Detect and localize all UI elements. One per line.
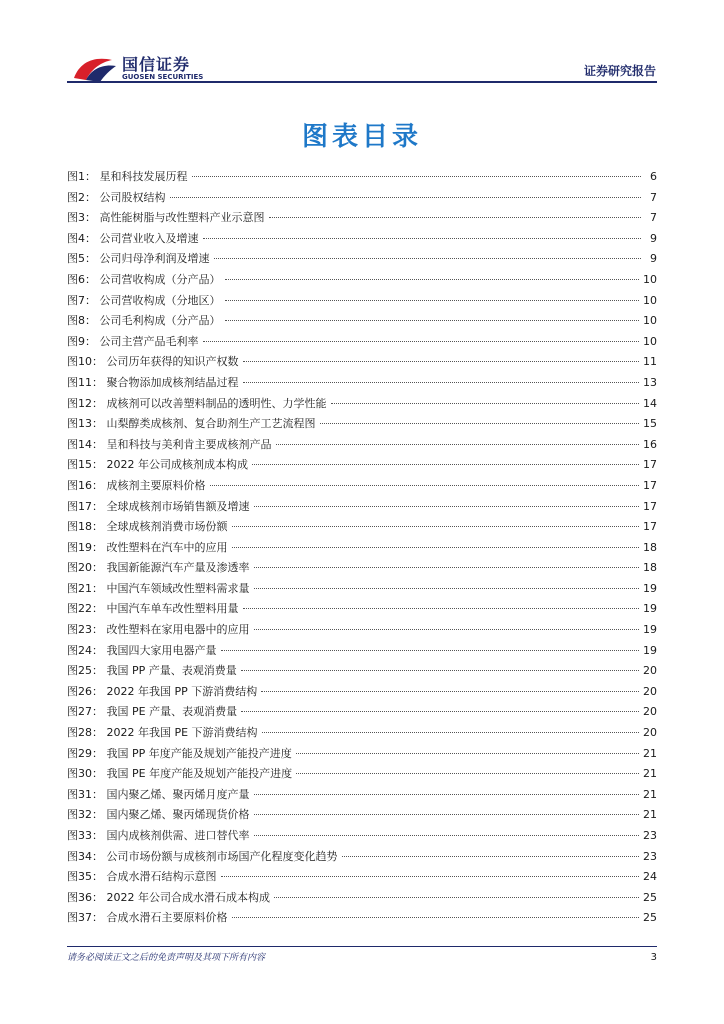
toc-entry[interactable] [67, 292, 657, 313]
toc-entry[interactable] [67, 580, 657, 601]
toc-entry-label: 图13： 山梨醇类成核剂、复合助剂生产工艺流程图 [67, 417, 316, 431]
toc-entry[interactable] [67, 724, 657, 745]
toc-entry[interactable] [67, 477, 657, 498]
toc-entry-page: 19 [643, 602, 657, 616]
toc-entry-page: 17 [643, 520, 657, 534]
toc-entry-page: 16 [643, 437, 657, 451]
toc-dot-leader [254, 629, 640, 630]
toc-entry-label: 图7： 公司营收构成（分地区） [67, 293, 221, 307]
toc-entry-page: 19 [643, 581, 657, 595]
toc-entry[interactable] [67, 312, 657, 333]
toc-entry-page: 10 [643, 334, 657, 348]
toc-entry[interactable] [67, 271, 657, 292]
toc-entry[interactable] [67, 395, 657, 416]
toc-entry-label: 图1： 星和科技发展历程 [67, 170, 188, 183]
toc-dot-leader [254, 814, 640, 815]
toc-entry-page: 20 [643, 664, 657, 678]
toc-entry[interactable] [67, 909, 657, 930]
toc-entry-page: 17 [643, 478, 657, 492]
toc-entry[interactable] [67, 662, 657, 683]
toc-entry-label: 图20： 我国新能源汽车产量及渗透率 [67, 561, 250, 575]
toc-dot-leader [232, 526, 640, 527]
logo-text-en: GUOSEN SECURITIES [122, 73, 204, 81]
toc-dot-leader [269, 217, 642, 218]
toc-dot-leader [254, 794, 640, 795]
toc-entry-label: 图37： 合成水滑石主要原料价格 [67, 911, 228, 925]
toc-entry-label: 图28： 2022 年我国 PE 下游消费结构 [67, 726, 258, 740]
toc-entry[interactable] [67, 642, 657, 663]
toc-entry-label: 图24： 我国四大家用电器产量 [67, 643, 217, 657]
toc-dot-leader [210, 485, 640, 486]
toc-entry-label: 图11： 聚合物添加成核剂结晶过程 [67, 375, 239, 389]
toc-entry-label: 图35： 合成水滑石结构示意图 [67, 870, 217, 884]
toc-dot-leader [262, 732, 639, 733]
toc-entry-label: 图2： 公司股权结构 [67, 190, 166, 204]
logo-mark-icon [72, 52, 118, 82]
logo-text-cn: 国信证券 [122, 55, 191, 74]
toc-dot-leader [241, 711, 639, 712]
toc-entry[interactable] [67, 683, 657, 704]
toc-entry[interactable] [67, 806, 657, 827]
toc-entry-label: 图25： 我国 PP 产量、表观消费量 [67, 664, 237, 678]
toc-entry-page: 15 [643, 417, 657, 431]
toc-entry-label: 图17： 全球成核剂市场销售额及增速 [67, 499, 250, 513]
toc-entry-page: 20 [643, 705, 657, 719]
toc-entry-label: 图16： 成核剂主要原料价格 [67, 478, 206, 492]
toc-entry-page: 11 [643, 355, 657, 369]
toc-entry-label: 图6： 公司营收构成（分产品） [67, 272, 221, 286]
toc-dot-leader [261, 691, 639, 692]
toc-dot-leader [241, 670, 639, 671]
toc-entry[interactable] [67, 518, 657, 539]
toc-entry-page: 24 [643, 870, 657, 884]
toc-dot-leader [203, 238, 642, 239]
toc-entry[interactable] [67, 827, 657, 848]
header-divider [67, 81, 657, 83]
toc-entry-page: 21 [643, 767, 657, 781]
report-type-label: 证券研究报告 [583, 64, 656, 78]
toc-entry[interactable] [67, 250, 657, 271]
toc-entry-page: 23 [643, 849, 657, 863]
toc-entry-page: 7 [650, 211, 657, 225]
toc-entry-page: 23 [643, 829, 657, 842]
toc-dot-leader [296, 753, 639, 754]
toc-entry-label: 图5： 公司归母净利润及增速 [67, 252, 210, 266]
toc-dot-leader [225, 300, 640, 301]
toc-entry[interactable] [67, 353, 657, 374]
toc-entry[interactable] [67, 703, 657, 724]
toc-entry-page: 13 [643, 375, 657, 389]
toc-dot-leader [320, 423, 640, 424]
toc-dot-leader [254, 506, 640, 507]
toc-entry-page: 20 [643, 684, 657, 698]
toc-entry[interactable] [67, 436, 657, 457]
toc-entry-page: 20 [643, 726, 657, 740]
toc-dot-leader [254, 588, 640, 589]
toc-dot-leader [254, 835, 640, 836]
toc-dot-leader [221, 876, 640, 877]
toc-dot-leader [243, 361, 640, 362]
toc-entry[interactable] [67, 230, 657, 251]
toc-dot-leader [192, 176, 642, 177]
toc-dot-leader [252, 464, 639, 465]
toc-entry[interactable] [67, 374, 657, 395]
toc-entry-page: 18 [643, 540, 657, 554]
toc-dot-leader [225, 279, 640, 280]
toc-entry-label: 图15： 2022 年公司成核剂成本构成 [67, 458, 248, 472]
toc-entry-page: 14 [643, 396, 657, 410]
toc-entry-label: 图4： 公司营业收入及增速 [67, 231, 199, 245]
toc-dot-leader [331, 403, 640, 404]
toc-entry-page: 18 [643, 561, 657, 575]
toc-entry-page: 21 [643, 787, 657, 801]
toc-entry[interactable] [67, 889, 657, 910]
toc-entry[interactable] [67, 168, 657, 189]
toc-dot-leader [243, 608, 640, 609]
toc-dot-leader [296, 773, 639, 774]
toc-entry-page: 17 [643, 499, 657, 513]
toc-entry[interactable] [67, 621, 657, 642]
toc-entry[interactable] [67, 786, 657, 807]
page-title: 图表目录 [301, 122, 422, 152]
footer-disclaimer: 请务必阅读正文之后的免责声明及其项下所有内容 [67, 953, 266, 963]
toc-dot-leader [214, 258, 642, 259]
toc-entry[interactable] [67, 539, 657, 560]
toc-entry-label: 图34： 公司市场份额与成核剂市场国产化程度变化趋势 [67, 849, 338, 863]
figure-toc-list [67, 168, 657, 930]
toc-entry[interactable] [67, 559, 657, 580]
toc-entry-label: 图22： 中国汽车单车改性塑料用量 [67, 602, 239, 616]
toc-entry-label: 图12： 成核剂可以改善塑料制品的透明性、力学性能 [67, 396, 327, 410]
toc-dot-leader [232, 917, 640, 918]
toc-entry-page: 9 [650, 231, 657, 245]
toc-entry-label: 图26： 2022 年我国 PP 下游消费结构 [67, 684, 258, 698]
toc-entry-page: 10 [643, 314, 657, 328]
page-number: 3 [650, 952, 657, 963]
toc-entry-label: 图29： 我国 PP 年度产能及规划产能投产进度 [67, 746, 292, 760]
toc-entry[interactable] [67, 456, 657, 477]
toc-dot-leader [274, 897, 639, 898]
toc-entry-page: 10 [643, 293, 657, 307]
toc-entry[interactable] [67, 498, 657, 519]
toc-entry-label: 图8： 公司毛利构成（分产品） [67, 314, 221, 328]
toc-entry-page: 25 [643, 890, 657, 904]
toc-entry-page: 10 [643, 272, 657, 286]
toc-entry[interactable] [67, 189, 657, 210]
toc-dot-leader [243, 382, 640, 383]
toc-entry[interactable] [67, 600, 657, 621]
toc-entry[interactable] [67, 209, 657, 230]
toc-dot-leader [203, 341, 640, 342]
toc-entry[interactable] [67, 415, 657, 436]
toc-entry-label: 图21： 中国汽车领域改性塑料需求量 [67, 581, 250, 595]
toc-dot-leader [221, 650, 640, 651]
toc-entry-page: 9 [650, 252, 657, 266]
toc-entry-page: 21 [643, 746, 657, 760]
toc-entry-page: 19 [643, 643, 657, 657]
toc-entry-page: 25 [643, 911, 657, 925]
toc-entry[interactable] [67, 848, 657, 869]
toc-dot-leader [170, 197, 642, 198]
toc-entry-label: 图31： 国内聚乙烯、聚丙烯月度产量 [67, 787, 250, 801]
toc-entry[interactable] [67, 868, 657, 889]
toc-entry-page: 7 [650, 190, 657, 204]
toc-entry-page: 17 [643, 458, 657, 472]
toc-dot-leader [232, 547, 640, 548]
toc-entry-label: 图19： 改性塑料在汽车中的应用 [67, 540, 228, 554]
toc-entry-label: 图30： 我国 PE 年度产能及规划产能投产进度 [67, 767, 293, 781]
toc-entry-label: 图3： 高性能树脂与改性塑料产业示意图 [67, 211, 265, 225]
toc-entry[interactable] [67, 745, 657, 766]
toc-entry[interactable] [67, 333, 657, 354]
toc-entry-label: 图27： 我国 PE 产量、表观消费量 [67, 705, 238, 719]
toc-dot-leader [254, 567, 640, 568]
toc-entry-page: 21 [643, 808, 657, 822]
toc-dot-leader [342, 856, 640, 857]
toc-entry-page: 19 [643, 623, 657, 637]
footer-divider [67, 946, 657, 947]
toc-dot-leader [225, 320, 640, 321]
toc-entry[interactable] [67, 765, 657, 786]
toc-entry-label: 图14： 呈和科技与美利肯主要成核剂产品 [67, 437, 272, 451]
toc-entry-page: 6 [650, 170, 657, 183]
toc-entry-label: 图33： 国内成核剂供需、进口替代率 [67, 829, 250, 842]
toc-entry-label: 图36： 2022 年公司合成水滑石成本构成 [67, 890, 270, 904]
toc-dot-leader [276, 444, 640, 445]
toc-entry-label: 图9： 公司主营产品毛利率 [67, 334, 199, 348]
toc-entry-label: 图18： 全球成核剂消费市场份额 [67, 520, 228, 534]
toc-entry-label: 图10： 公司历年获得的知识产权数 [67, 355, 239, 369]
toc-entry-label: 图23： 改性塑料在家用电器中的应用 [67, 623, 250, 637]
toc-entry-label: 图32： 国内聚乙烯、聚丙烯现货价格 [67, 808, 250, 822]
